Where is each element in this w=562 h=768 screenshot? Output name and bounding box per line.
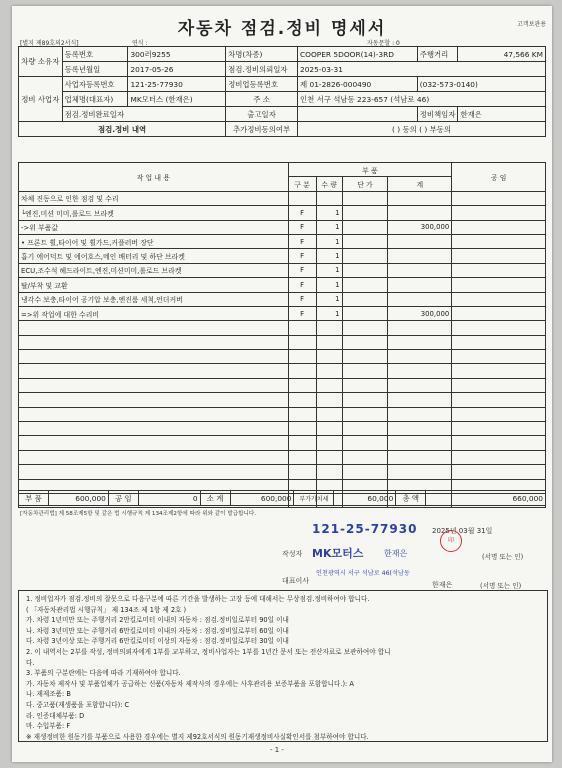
labor-amount — [452, 436, 546, 450]
reg-date-label: 등록년월일 — [62, 62, 128, 77]
done-date-label: 점검.정비완료일자 — [62, 107, 225, 122]
part-qty — [316, 436, 342, 450]
biz-no-label: 사업자등록번호 — [62, 77, 128, 92]
part-total — [388, 422, 452, 436]
reg-date-value: 2017-05-26 — [128, 62, 226, 77]
part-qty — [316, 393, 342, 407]
work-row — [19, 393, 546, 407]
labor-amount — [452, 278, 546, 292]
part-unit-price — [342, 220, 388, 234]
work-row — [19, 191, 546, 205]
part-total — [388, 364, 452, 378]
inspect-date-label: 점검.정비의뢰일자 — [226, 62, 298, 77]
company-label: 업체명(대표자) — [62, 92, 128, 107]
part-kind: F — [288, 278, 316, 292]
labor-amount — [452, 191, 546, 205]
work-row — [19, 321, 546, 335]
kind-subheader: 구 분 — [288, 177, 316, 191]
part-total — [388, 450, 452, 464]
work-row — [19, 234, 546, 248]
biz-no-value: 121-25-77930 — [128, 77, 226, 92]
subtotal-label: 소 계 — [200, 491, 230, 506]
part-kind: F — [288, 292, 316, 306]
labor-amount — [452, 450, 546, 464]
company-seal-stamp: 印 — [440, 530, 462, 552]
part-kind — [288, 364, 316, 378]
labor-amount — [452, 350, 546, 364]
note-line: 다. 차령 3년이상 또는 주행거리 6만킬로미터 이상의 자동차 : 점검.정비일로부터 30일 이내 — [26, 637, 289, 646]
part-unit-price — [342, 278, 388, 292]
labor-total-value: 0 — [138, 491, 200, 506]
labor-amount — [452, 249, 546, 263]
part-kind — [288, 422, 316, 436]
mileage-value: 47,566 KM — [458, 47, 546, 62]
work-row — [19, 364, 546, 378]
business-section-label: 정비 사업자 — [19, 77, 63, 122]
page-footer: - 1 - — [270, 746, 284, 754]
parts-total-value: 600,000 — [48, 491, 108, 506]
part-qty — [316, 364, 342, 378]
part-kind: F — [288, 306, 316, 320]
part-total — [388, 436, 452, 450]
note-line: 나. 재제조품: B — [26, 690, 71, 699]
grand-total-label: 총 액 — [396, 491, 426, 506]
labor-amount — [452, 335, 546, 349]
writer-company: MK모터스 — [312, 547, 364, 560]
labor-amount — [452, 407, 546, 421]
work-row — [19, 220, 546, 234]
parts-col-header: 부 품 — [288, 163, 452, 177]
serial-label: 연식 : — [132, 40, 148, 47]
part-kind — [288, 465, 316, 479]
work-row — [19, 335, 546, 349]
part-kind: F — [288, 249, 316, 263]
work-col-header: 작 업 내 용 — [19, 163, 289, 192]
part-qty — [316, 191, 342, 205]
work-desc — [19, 378, 289, 392]
part-kind: F — [288, 220, 316, 234]
writer-person: 한재은 — [384, 549, 408, 558]
part-qty: 1 — [316, 206, 342, 220]
part-unit-price — [342, 249, 388, 263]
work-desc — [19, 465, 289, 479]
part-qty: 1 — [316, 278, 342, 292]
part-total — [388, 263, 452, 277]
work-desc: └엔진,미션 미미,롤로드 브라켓 — [19, 206, 289, 220]
work-row — [19, 249, 546, 263]
part-unit-price — [342, 292, 388, 306]
part-qty — [316, 378, 342, 392]
part-total: 300,000 — [388, 220, 452, 234]
labor-amount — [452, 206, 546, 220]
part-unit-price — [342, 378, 388, 392]
part-unit-price — [342, 364, 388, 378]
info-table — [18, 46, 546, 137]
certify-date: 2025년 03월 31일 — [432, 527, 493, 535]
part-total — [388, 191, 452, 205]
totals-table — [18, 490, 546, 506]
out-date-value — [298, 107, 418, 122]
work-desc — [19, 393, 289, 407]
part-total: 300,000 — [388, 306, 452, 320]
part-kind — [288, 191, 316, 205]
part-unit-price — [342, 422, 388, 436]
part-total — [388, 292, 452, 306]
part-kind: F — [288, 263, 316, 277]
document-title: 자동차 점검.정비 명세서 — [177, 19, 387, 39]
part-total — [388, 407, 452, 421]
note-line: ※ 재생정비한 원동기를 부품으로 사용한 경우에는 별지 제92호서식의 원동기재생정비사실확인서를 첨부하여야 합니다. — [26, 732, 369, 741]
note-line: 라. 인증대체부품: D — [26, 711, 85, 720]
writer-label: 작성자 — [282, 550, 303, 558]
work-desc — [19, 350, 289, 364]
part-unit-price — [342, 465, 388, 479]
part-unit-price — [342, 350, 388, 364]
work-desc: • 프론트 휠,타이어 및 휠가드,커플러버 장단 — [19, 234, 289, 248]
copy-label: 고객보관용 — [517, 21, 546, 28]
work-row — [19, 292, 546, 306]
work-desc — [19, 450, 289, 464]
part-total — [388, 378, 452, 392]
note-line: 나. 차령 3년미만 또는 주행거리 6만킬로미터 이내의 자동차 : 점검.정비일로부터 60일 이내 — [26, 626, 289, 635]
note-line: 1. 정비업자가 점검.정비의 잘못으로 다음구분에 따른 기간을 발생하는 고장 등에 대해서는 무상점검.정비하여야 합니다. — [26, 595, 370, 603]
sign-hint-1: (서명 또는 인) — [482, 553, 524, 561]
part-kind — [288, 436, 316, 450]
work-row — [19, 422, 546, 436]
rep-address: 인천광역시 서구 석남로 46(석남동 — [316, 570, 410, 577]
labor-total-label: 공 임 — [108, 491, 138, 506]
part-kind: F — [288, 206, 316, 220]
part-total — [388, 234, 452, 248]
certify-basis: [자동차관리법] 제 58조제5항 및 같은 법 시행규칙 제 134조제2항에 따라 위와 같이 발급합니다. — [20, 511, 257, 517]
part-qty: 1 — [316, 234, 342, 248]
part-kind — [288, 350, 316, 364]
part-unit-price — [342, 306, 388, 320]
work-row — [19, 278, 546, 292]
shop-no-value: 제 01-2826-000490 — [298, 77, 418, 92]
part-unit-price — [342, 436, 388, 450]
work-row — [19, 378, 546, 392]
work-desc: 차체 진동으로 인한 점검 및 수리 — [19, 191, 289, 205]
work-row — [19, 263, 546, 277]
part-kind — [288, 393, 316, 407]
part-unit-price — [342, 234, 388, 248]
part-unit-price — [342, 263, 388, 277]
work-desc — [19, 321, 289, 335]
rep-name: 한재은 — [432, 581, 453, 589]
unit-price-subheader: 단 가 — [342, 177, 388, 191]
out-date-label: 출고일자 — [226, 107, 298, 122]
model-value: COOPER 5DOOR(14)-3RD — [298, 47, 418, 62]
sign-hint-2: (서명 또는 인) — [480, 582, 522, 590]
phone-value: (032-573-0140) — [417, 77, 545, 92]
labor-amount — [452, 393, 546, 407]
part-kind — [288, 378, 316, 392]
note-line: 다. 중고품(재생품을 포함합니다): C — [26, 700, 130, 709]
part-unit-price — [342, 191, 388, 205]
inspect-date-value: 2025-03-31 — [298, 62, 546, 77]
history-label: 점검.정비 내역 — [19, 122, 226, 137]
parts-total-label: 부 품 — [19, 491, 49, 506]
part-unit-price — [342, 393, 388, 407]
shop-no-label: 정비업등록번호 — [226, 77, 298, 92]
note-line: 3. 부품의 구분란에는 다음에 따라 기재하여야 합니다. — [26, 669, 181, 678]
note-line: 마. 수입부품: F — [26, 722, 71, 731]
work-desc: 흡기 에어덕트 및 에어호스,메인 배터리 및 하단 브라켓 — [19, 249, 289, 263]
work-row — [19, 465, 546, 479]
vat-value: 60,000 — [334, 491, 396, 506]
part-kind — [288, 450, 316, 464]
part-total — [388, 321, 452, 335]
work-row — [19, 436, 546, 450]
part-kind: F — [288, 234, 316, 248]
work-desc — [19, 335, 289, 349]
vat-label: 부가가치세 — [294, 491, 334, 506]
form-number: [별지 제89호의2서식] — [20, 40, 79, 47]
part-kind — [288, 321, 316, 335]
part-qty — [316, 407, 342, 421]
subtotal-subheader: 계 — [388, 177, 452, 191]
work-desc: 탈/부착 및 교환 — [19, 278, 289, 292]
labor-amount — [452, 465, 546, 479]
part-kind — [288, 335, 316, 349]
part-unit-price — [342, 321, 388, 335]
labor-amount — [452, 292, 546, 306]
note-line: 가. 자동차 제작사 및 부품업체가 공급하는 신품(자동차 제작사의 경우에는 사후관리용 보증부품을 포함합니다.): A — [26, 679, 354, 688]
work-row — [19, 206, 546, 220]
labor-amount — [452, 220, 546, 234]
work-row — [19, 306, 546, 320]
part-qty — [316, 321, 342, 335]
notes-list — [26, 594, 544, 742]
part-total — [388, 206, 452, 220]
labor-amount — [452, 234, 546, 248]
part-qty — [316, 450, 342, 464]
note-line: 가. 차령 1년미만 또는 주행거리 2만킬로미터 이내의 자동차 : 점검.정비일로부터 90일 이내 — [26, 616, 289, 625]
reg-no-value: 300러9255 — [128, 47, 226, 62]
mileage-label: 주행거리 — [417, 47, 458, 62]
grand-total-value: 660,000 — [426, 491, 546, 506]
part-qty: 1 — [316, 249, 342, 263]
part-qty: 1 — [316, 220, 342, 234]
work-row — [19, 350, 546, 364]
address-label: 주 소 — [226, 92, 298, 107]
part-unit-price — [342, 407, 388, 421]
labor-amount — [452, 422, 546, 436]
part-total — [388, 350, 452, 364]
labor-amount — [452, 306, 546, 320]
part-unit-price — [342, 450, 388, 464]
statement-paper — [12, 6, 552, 762]
mechanic-value: 한재은 — [458, 107, 546, 122]
part-qty — [316, 335, 342, 349]
address-value: 인천 서구 석남동 223-657 (석남로 46) — [298, 92, 546, 107]
mechanic-label: 정비책임자 — [417, 107, 458, 122]
part-qty — [316, 422, 342, 436]
labor-amount — [452, 378, 546, 392]
labor-amount — [452, 321, 546, 335]
part-unit-price — [342, 335, 388, 349]
work-desc — [19, 422, 289, 436]
work-desc: 냉각수 보충,타이어 공기압 보충,엔진룸 세척,언더커버 — [19, 292, 289, 306]
work-desc — [19, 436, 289, 450]
part-qty: 1 — [316, 263, 342, 277]
extra-consent-label: 추가정비동의여부 — [226, 122, 298, 137]
part-qty: 1 — [316, 306, 342, 320]
work-desc: ->위 부품값 — [19, 220, 289, 234]
extra-consent-options: ( ) 동의 ( ) 부동의 — [298, 122, 546, 137]
labor-amount — [452, 263, 546, 277]
labor-amount — [452, 364, 546, 378]
reg-no-label: 등록번호 — [62, 47, 128, 62]
work-desc: =>위 작업에 대한 수리비 — [19, 306, 289, 320]
part-total — [388, 393, 452, 407]
company-value: MK모터스 (한재은) — [128, 92, 226, 107]
certify-biz-no: 121-25-77930 — [312, 522, 418, 536]
part-total — [388, 465, 452, 479]
part-qty — [316, 465, 342, 479]
model-label: 차명(차종) — [226, 47, 298, 62]
note-line: 다. — [26, 658, 35, 667]
work-row — [19, 450, 546, 464]
work-desc: ECU,조수석 헤드라이트,엔진,미션미미,롤로드 브라켓 — [19, 263, 289, 277]
work-desc — [19, 364, 289, 378]
part-total — [388, 278, 452, 292]
work-desc — [19, 407, 289, 421]
note-line: ( 「자동차관리법 시행규칙」 제 134조 제 1항 제 2호 ) — [26, 605, 187, 614]
rep-label: 대표이사 — [282, 577, 310, 585]
part-qty — [316, 350, 342, 364]
part-qty: 1 — [316, 292, 342, 306]
work-row — [19, 407, 546, 421]
part-unit-price — [342, 206, 388, 220]
work-table — [18, 162, 546, 508]
qty-subheader: 수 량 — [316, 177, 342, 191]
owner-section-label: 차량 소유자 — [19, 47, 63, 77]
wage-col-header: 공 임 — [452, 163, 546, 192]
subtotal-value: 600,000 — [230, 491, 294, 506]
page-number: 자동문할 : 0 — [367, 40, 400, 47]
note-line: 2. 이 내역서는 2부를 작성, 정비의뢰자에게 1부를 교부하고, 정비사업자는 1부를 1년간 문서 또는 전산자료로 보관하여야 합니 — [26, 647, 391, 656]
part-kind — [288, 407, 316, 421]
part-total — [388, 249, 452, 263]
part-total — [388, 335, 452, 349]
